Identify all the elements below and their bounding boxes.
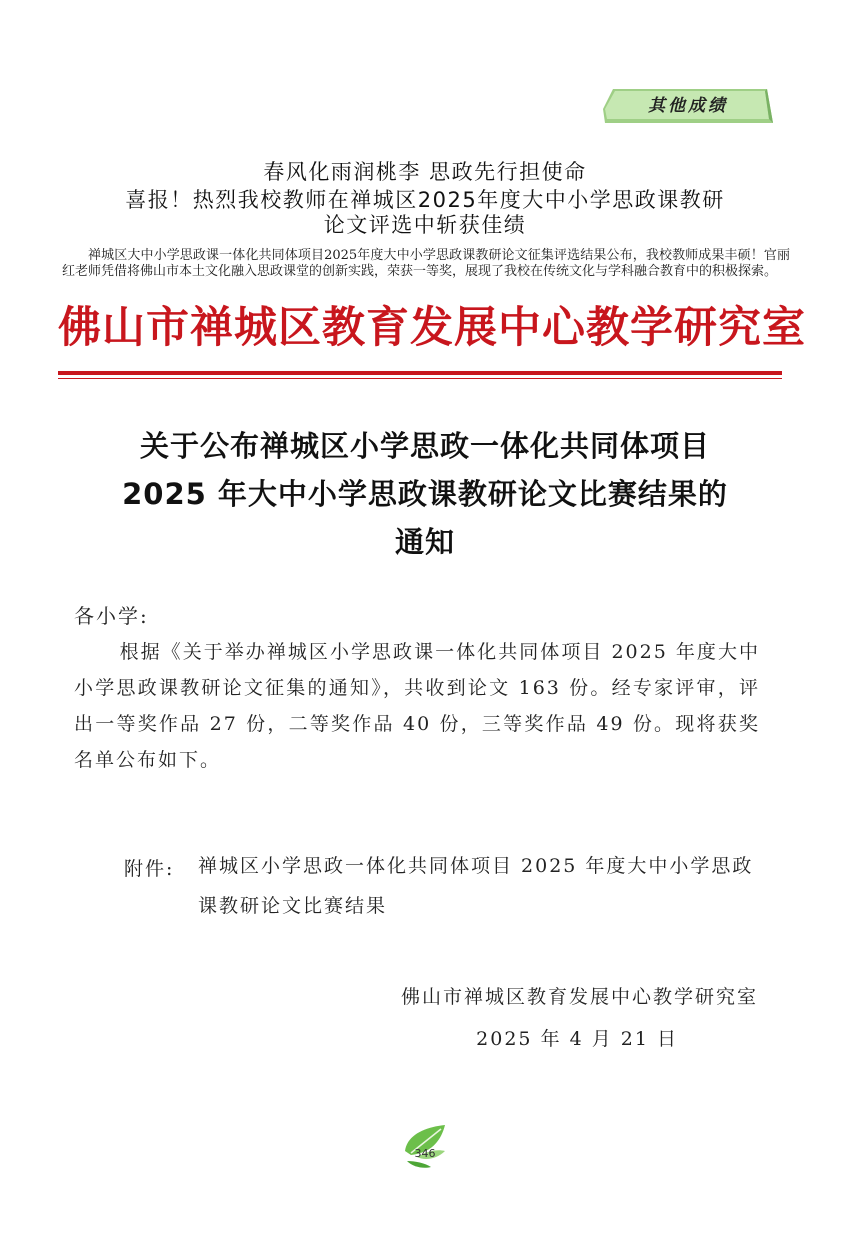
salutation: 各小学:	[74, 604, 149, 628]
notice-title-line-3: 通知	[394, 525, 455, 559]
headline-line-1: 春风化雨润桃李 思政先行担使命	[263, 160, 587, 184]
notice-title-line-2: 2025 年大中小学思政课教研论文比赛结果的	[122, 477, 728, 511]
headline-line-2: 喜报！热烈我校教师在禅城区2025年度大中小学思政课教研	[125, 188, 725, 212]
header-divider-thin	[58, 378, 782, 379]
section-tag-label: 其他成绩	[648, 96, 728, 116]
section-tag	[603, 87, 773, 125]
signature-org: 佛山市禅城区教育发展中心教学研究室	[400, 986, 758, 1008]
intro-paragraph: 禅城区大中小学思政课一体化共同体项目2025年度大中小学思政课教研论文征集评选结果公布，我校教师成果丰硕！官丽红老师凭借将佛山市本土文化融入思政课堂的创新实践，荣获一等奖，展现了我校在传统文化与学科融合教育中的积极探索。	[62, 248, 790, 279]
notice-title-line-1: 关于公布禅城区小学思政一体化共同体项目	[139, 429, 710, 463]
page-number: 346	[414, 1147, 436, 1160]
header-divider-thick	[58, 371, 782, 375]
document-org-header: 佛山市禅城区教育发展中心教学研究室	[58, 303, 806, 353]
attachment-label: 附件:	[124, 858, 175, 880]
attachment-text: 禅城区小学思政一体化共同体项目 2025 年度大中小学思政课教研论文比赛结果	[198, 855, 754, 917]
notice-body: 根据《关于举办禅城区小学思政课一体化共同体项目 2025 年度大中小学思政课教研论文征集的通知》，共收到论文 163 份。经专家评审，评出一等奖作品 27 份，二等奖作品 40 份，三等奖作品 49 份。现将获奖名单公布如下。	[74, 641, 760, 771]
headline-line-3: 论文评选中斩获佳绩	[323, 213, 527, 237]
page-footer	[397, 1121, 453, 1173]
signature-date: 2025 年 4 月 21 日	[476, 1028, 678, 1050]
